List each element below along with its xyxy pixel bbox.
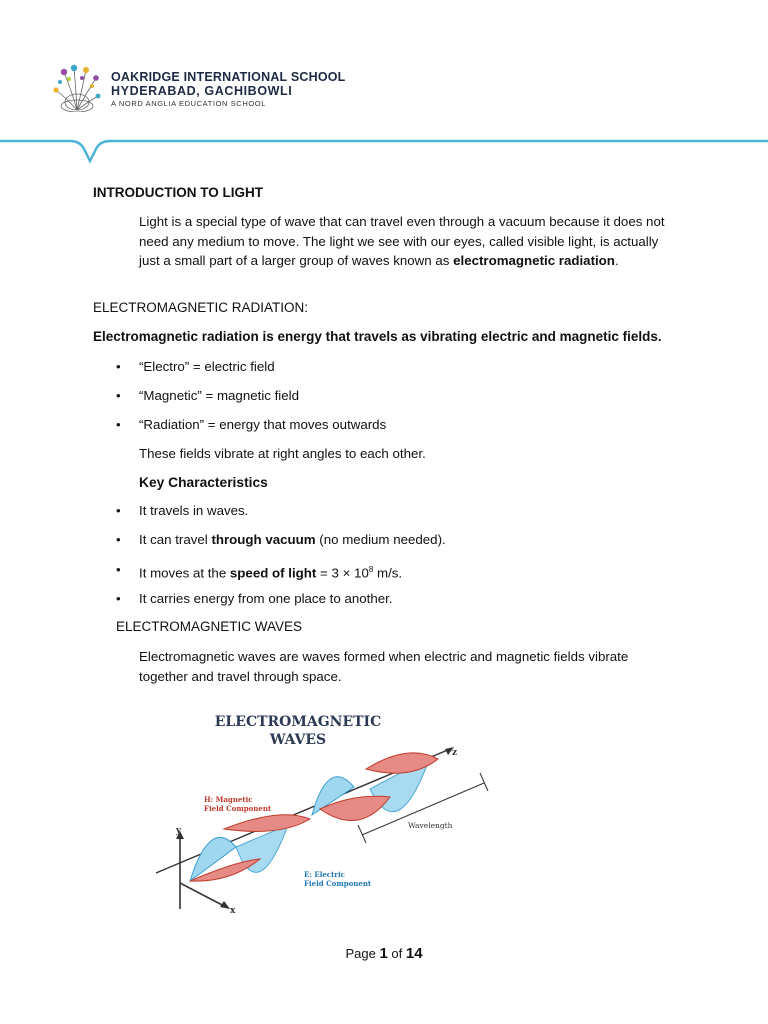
intro-heading: INTRODUCTION TO LIGHT: [93, 185, 263, 200]
wavelength-label: Wavelength: [408, 821, 453, 830]
header-divider: [0, 135, 768, 169]
bullet-radiation: “Radiation” = energy that moves outwards: [139, 417, 387, 432]
figure-title-line1: ELECTROMAGNETIC: [214, 714, 382, 730]
axis-z-label: z: [452, 748, 458, 758]
characteristic-speed: It moves at the speed of light = $3 \times 10^8$ m/s.: [139, 565, 403, 581]
bullet-dot: •: [116, 359, 121, 374]
bullet-dot: •: [116, 417, 121, 432]
bullet-electro: “Electro” = electric field: [139, 359, 275, 374]
em-wave-diagram: [140, 697, 502, 933]
bullet-dot: •: [116, 562, 121, 577]
figure-title-line2: WAVES: [269, 732, 327, 748]
school-affiliation: A NORD ANGLIA EDUCATION SCHOOL: [111, 99, 266, 108]
key-characteristics-heading: Key Characteristics: [139, 475, 268, 490]
magnetic-label-line1: H: Magnetic: [204, 795, 253, 804]
bullet-magnetic: “Magnetic” = magnetic field: [139, 388, 300, 403]
dandelion-logo-icon: [52, 62, 102, 112]
bullet-dot: •: [116, 532, 121, 547]
right-angle-note: These fields vibrate at right angles to each other.: [139, 446, 426, 461]
axis-y-label: y: [176, 826, 182, 836]
page-footer: Page 1 of 14: [345, 945, 423, 962]
school-name: OAKRIDGE INTERNATIONAL SCHOOL: [111, 70, 346, 84]
school-campus: HYDERABAD, GACHIBOWLI: [111, 84, 293, 98]
characteristic-waves: It travels in waves.: [139, 503, 249, 518]
electric-label-line2: Field Component: [304, 879, 372, 888]
bullet-dot: •: [116, 388, 121, 403]
characteristic-energy: It carries energy from one place to another.: [139, 591, 393, 606]
magnetic-label-line2: Field Component: [204, 804, 272, 813]
em-waves-paragraph: Electromagnetic waves are waves formed when electric and magnetic fields vibrate together and travel through space.: [139, 649, 629, 684]
em-waves-heading: ELECTROMAGNETIC WAVES: [116, 619, 303, 634]
characteristic-vacuum: It can travel through vacuum (no medium needed).: [139, 532, 446, 547]
em-radiation-definition: Electromagnetic radiation is energy that travels as vibrating electric and magnetic fields.: [93, 329, 662, 344]
bullet-dot: •: [116, 503, 121, 518]
intro-paragraph: Light is a special type of wave that can travel even through a vacuum because it does not need any medium to move. The light we see with our eyes, called visible light, is actually just a small part of a larger group of waves known as electromagnetic radiation.: [139, 214, 665, 268]
electric-label-line1: E: Electric: [304, 870, 345, 879]
axis-x-label: x: [230, 906, 236, 916]
em-radiation-heading: ELECTROMAGNETIC RADIATION:: [93, 300, 309, 315]
bullet-dot: •: [116, 591, 121, 606]
